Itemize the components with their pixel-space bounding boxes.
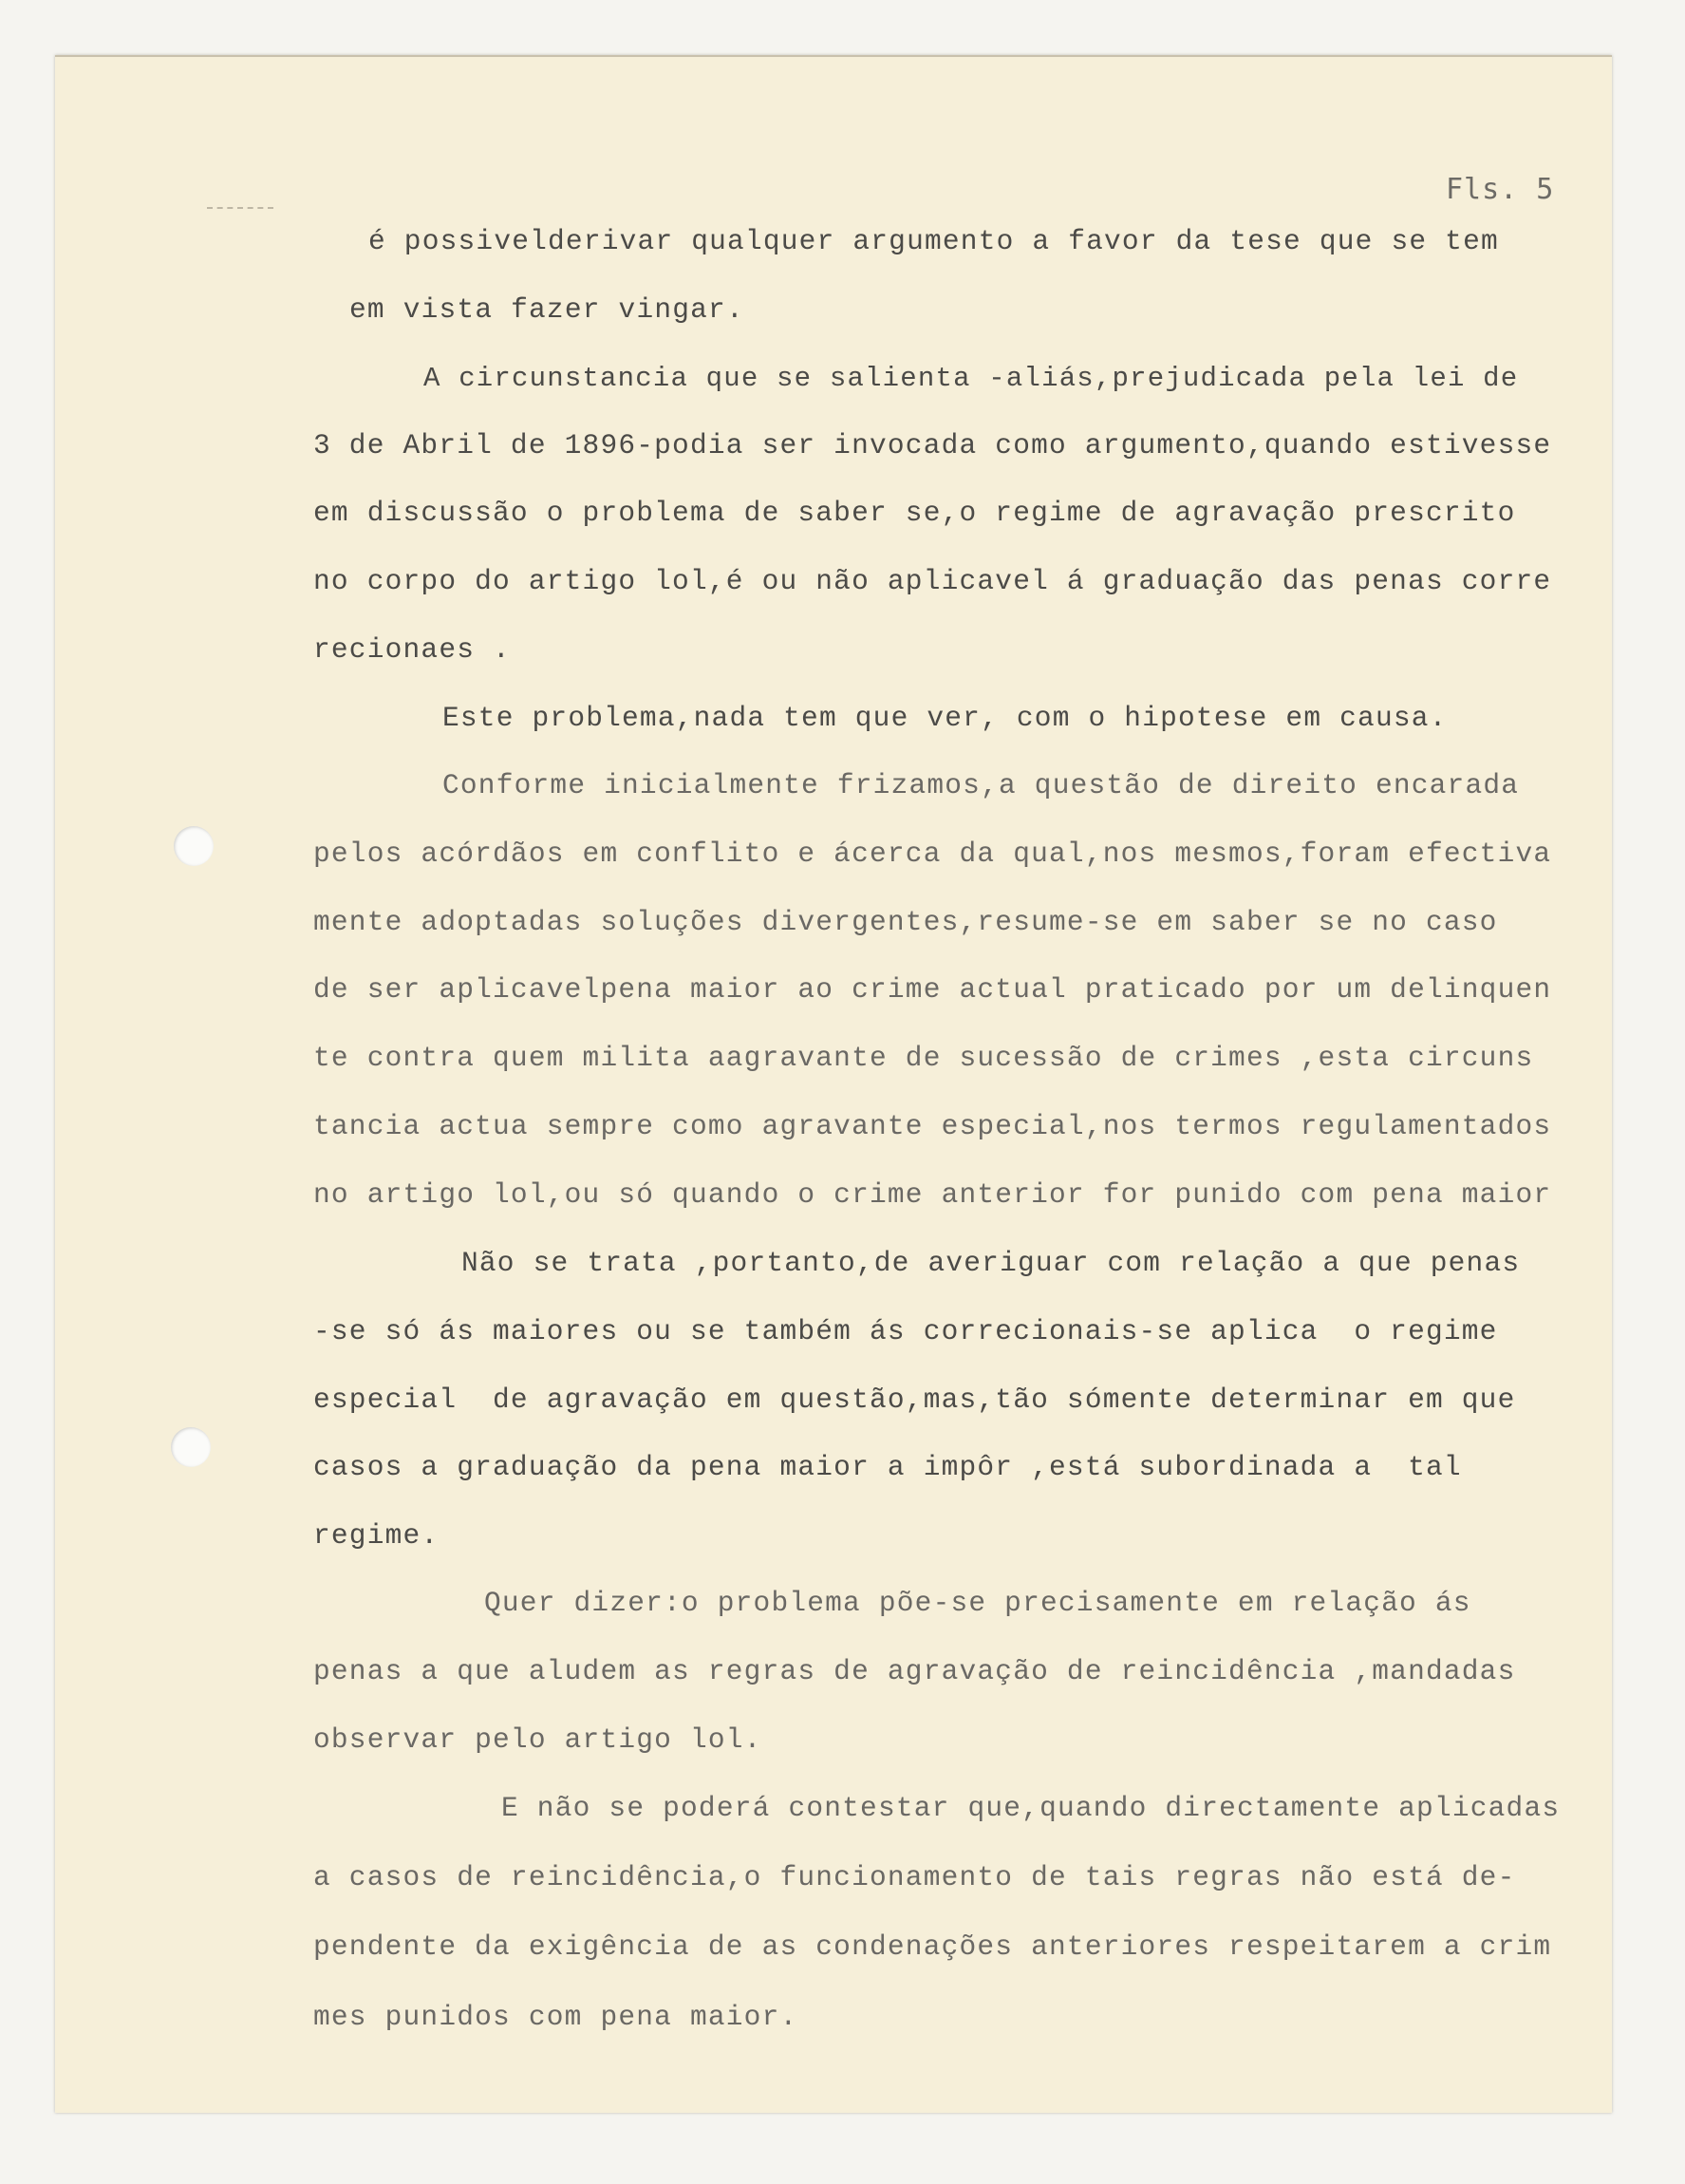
text-line: penas a que aludem as regras de agravação de reincidência ,mandadas	[313, 1655, 1516, 1687]
text-line: pendente da exigência de as condenações anteriores respeitarem a crim	[313, 1930, 1552, 1963]
paper-sheet	[55, 55, 1612, 2113]
text-line: mente adoptadas soluções divergentes,resume-se em saber se no caso	[313, 906, 1498, 938]
text-line: em vista fazer vingar.	[349, 293, 744, 326]
text-line: de ser aplicavelpena maior ao crime actual praticado por um delinquen	[313, 973, 1552, 1006]
text-line: a casos de reincidência,o funcionamento de tais regras não está de-	[313, 1861, 1516, 1893]
punch-hole-icon	[171, 1427, 211, 1467]
text-line: casos a graduação da pena maior a impôr ,está subordinada a tal	[313, 1451, 1462, 1483]
text-line: no artigo lol,ou só quando o crime anterior for punido com pena maior	[313, 1178, 1552, 1211]
text-line: regime.	[313, 1519, 440, 1552]
text-line: Não se trata ,portanto,de averiguar com relação a que penas	[461, 1247, 1521, 1279]
text-line: pelos acórdãos em conflito e ácerca da qual,nos mesmos,foram efectiva	[313, 838, 1552, 870]
text-line: recionaes .	[313, 633, 511, 666]
text-line: em discussão o problema de saber se,o regime de agravação prescrito	[313, 497, 1516, 529]
text-line: Quer dizer:o problema põe-se precisamente em relação ás	[484, 1587, 1471, 1619]
text-line: mes punidos com pena maior.	[313, 2001, 798, 2033]
text-line: E não se poderá contestar que,quando directamente aplicadas	[501, 1792, 1561, 1824]
text-line: no corpo do artigo lol,é ou não aplicavel á graduação das penas corre	[313, 565, 1552, 597]
pencil-mark	[207, 207, 273, 212]
text-line: 3 de Abril de 1896-podia ser invocada como argumento,quando estivesse	[313, 429, 1552, 461]
text-line: tancia actua sempre como agravante especial,nos termos regulamentados	[313, 1110, 1552, 1142]
text-line: -se só ás maiores ou se também ás correcionais-se aplica o regime	[313, 1315, 1498, 1347]
text-line: A circunstancia que se salienta -aliás,prejudicada pela lei de	[423, 363, 1519, 394]
punch-hole-icon	[174, 826, 214, 866]
text-line: especial de agravação em questão,mas,tão sómente determinar em que	[313, 1384, 1516, 1416]
text-line: Este problema,nada tem que ver, com o hipotese em causa.	[442, 702, 1448, 734]
text-line: te contra quem milita aagravante de sucessão de crimes ,esta circuns	[313, 1042, 1534, 1074]
text-line: é possivelderivar qualquer argumento a favor da tese que se tem	[368, 225, 1499, 257]
text-line: Conforme inicialmente frizamos,a questão de direito encarada	[442, 769, 1520, 801]
text-line: observar pelo artigo lol.	[313, 1723, 762, 1756]
page-number: Fls. 5	[1446, 173, 1555, 206]
